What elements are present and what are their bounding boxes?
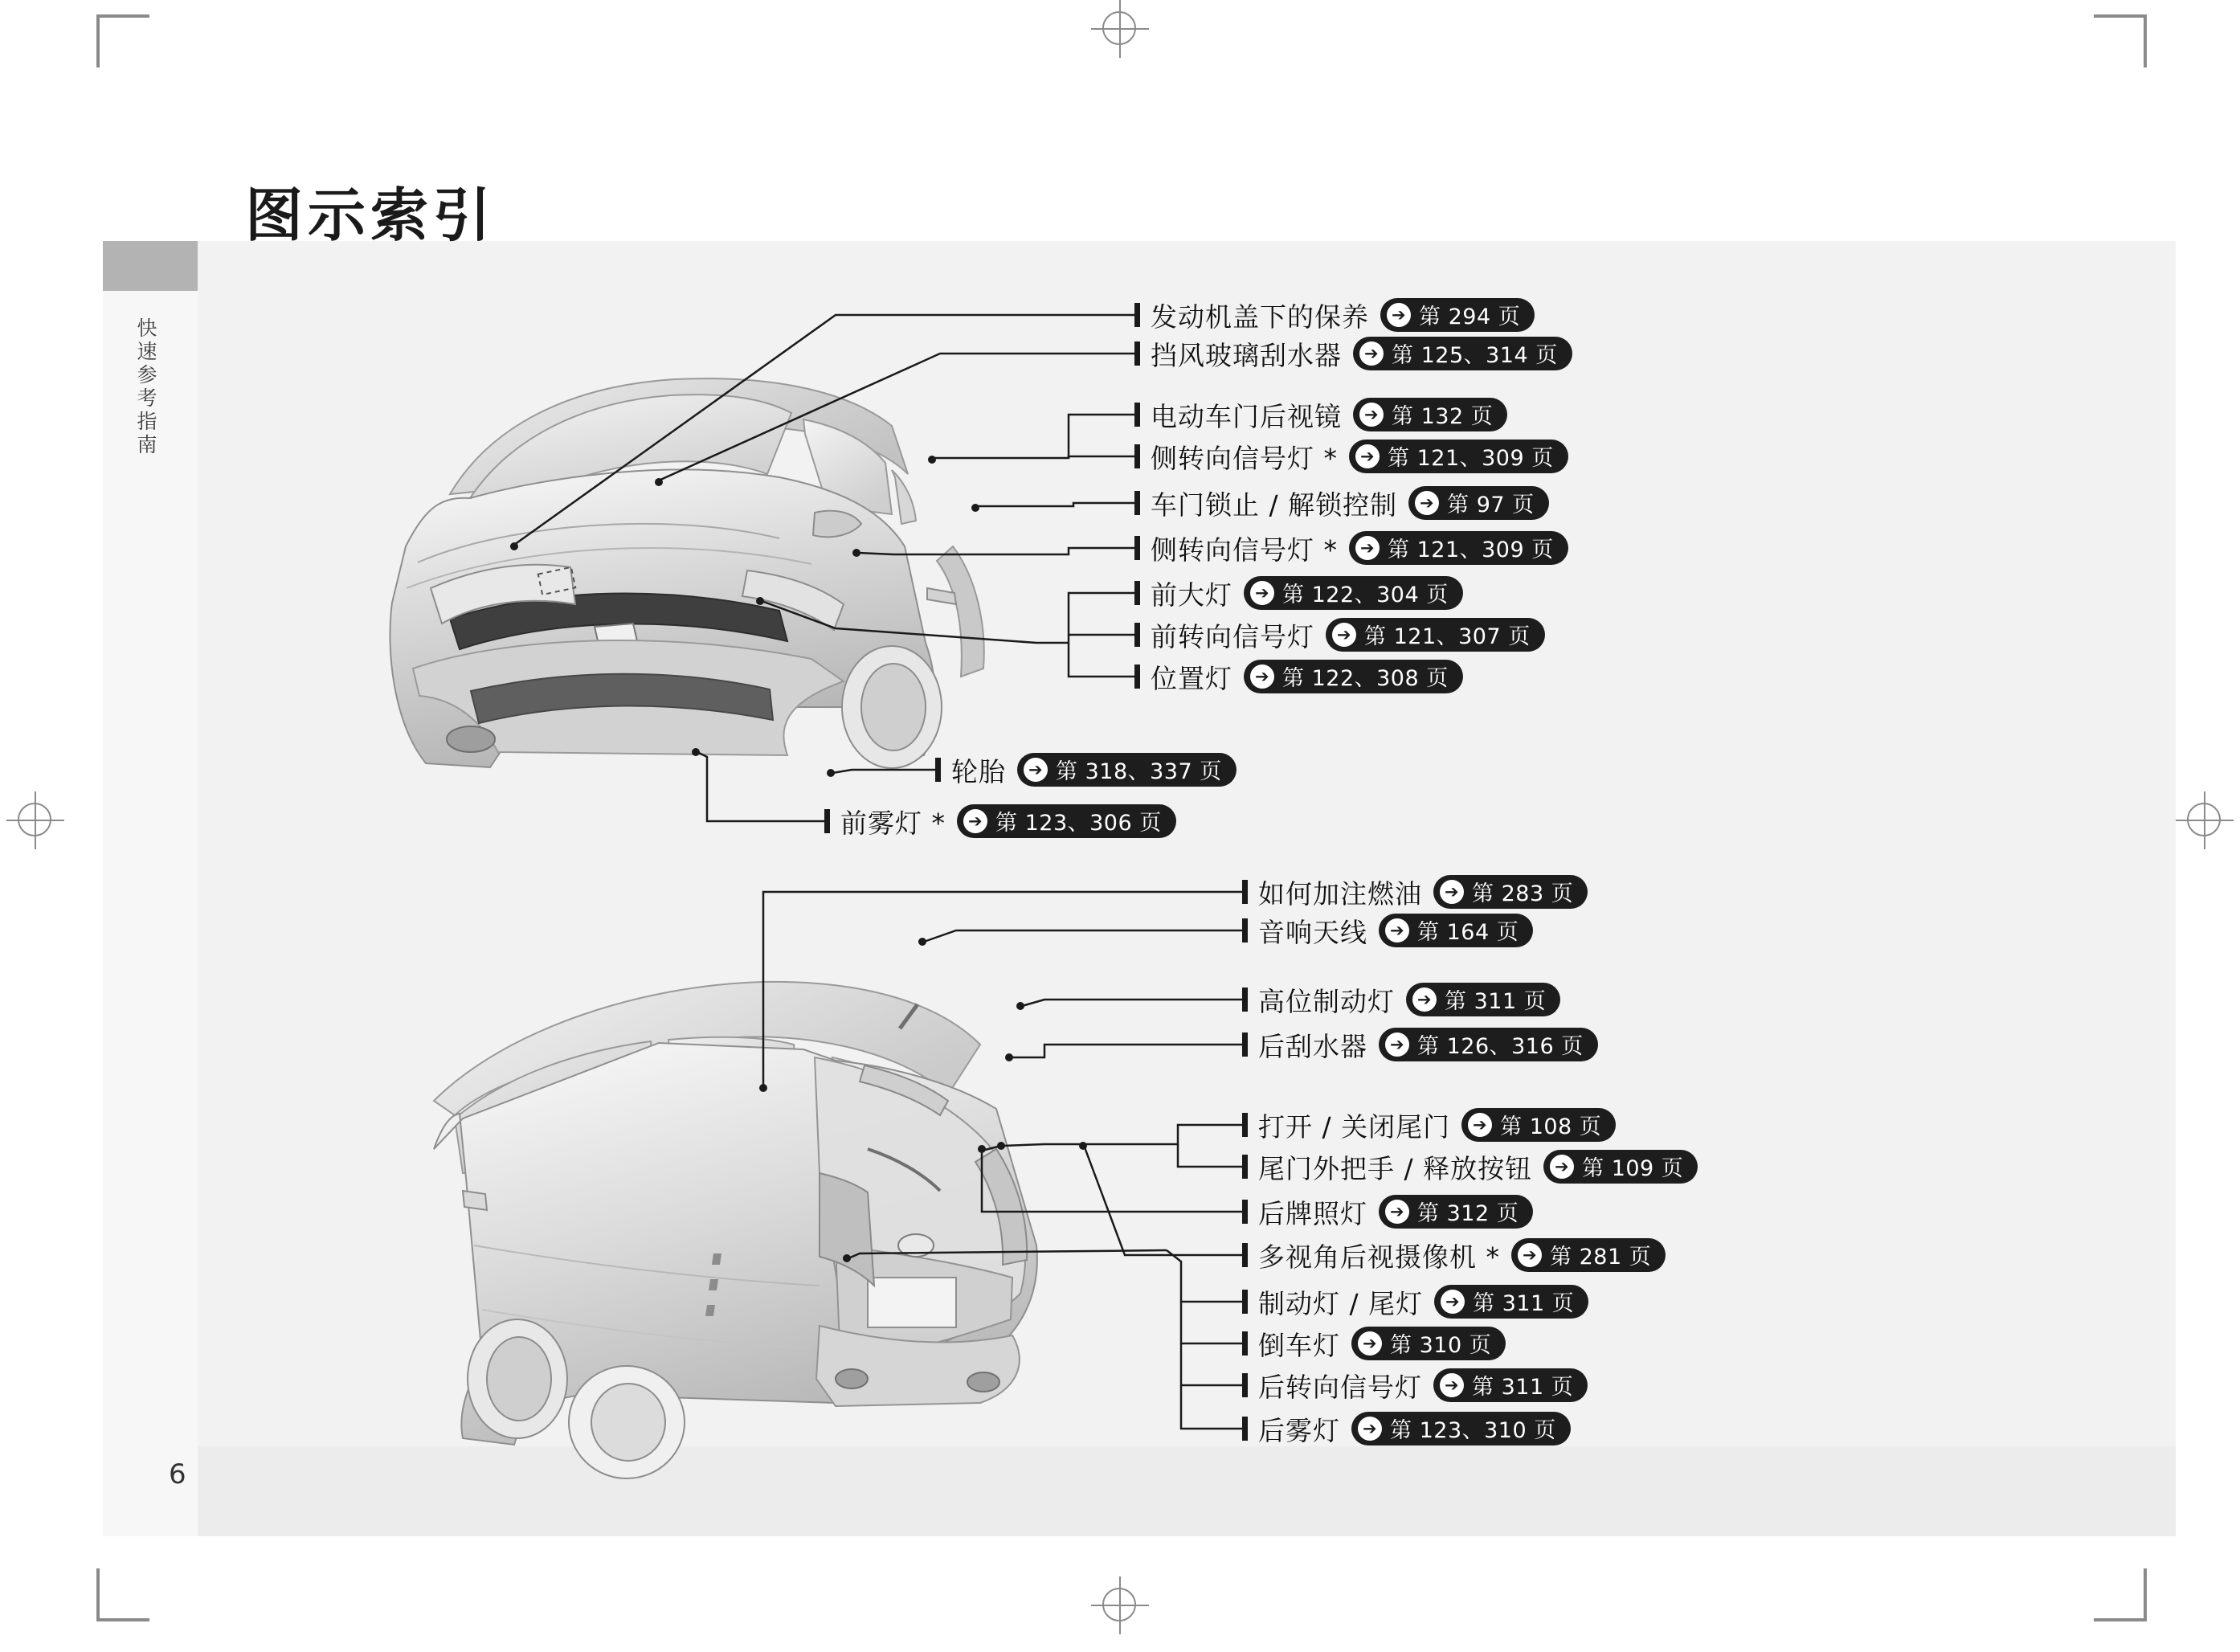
arrow-right-icon: ➔ bbox=[1550, 1155, 1574, 1179]
page-reference-text: 第 294 页 bbox=[1419, 304, 1521, 329]
callout-rear-wiper bbox=[1242, 1027, 1598, 1062]
page-reference-text: 第 281 页 bbox=[1550, 1244, 1652, 1270]
section-tab-label: 快速参考指南 bbox=[134, 317, 157, 457]
callout-label: 前雾灯 * bbox=[840, 807, 946, 839]
page-reference-pill[interactable] bbox=[1379, 914, 1533, 947]
arrow-right-icon: ➔ bbox=[1387, 303, 1411, 327]
callout-bullet bbox=[1242, 1331, 1248, 1356]
callout-bullet bbox=[1242, 988, 1248, 1012]
callout-label: 后刮水器 bbox=[1258, 1030, 1367, 1062]
arrow-right-icon: ➔ bbox=[1385, 1200, 1409, 1224]
callout-label: 音响天线 bbox=[1258, 916, 1367, 948]
page-reference-pill[interactable] bbox=[1349, 440, 1568, 473]
arrow-right-icon: ➔ bbox=[1385, 918, 1409, 943]
callout-bullet bbox=[1242, 918, 1248, 943]
front-view-illustration bbox=[329, 305, 1036, 820]
arrow-right-icon: ➔ bbox=[1518, 1243, 1542, 1267]
page-reference-text: 第 125、314 页 bbox=[1392, 342, 1558, 368]
registration-mark-top bbox=[1091, 0, 1149, 58]
callout-bullet bbox=[824, 809, 830, 833]
page-reference-text: 第 122、308 页 bbox=[1282, 665, 1449, 691]
callout-label: 电动车门后视镜 bbox=[1151, 400, 1342, 432]
callout-label: 尾门外把手 / 释放按钮 bbox=[1258, 1152, 1533, 1184]
page-reference-pill[interactable] bbox=[1351, 1327, 1506, 1360]
page-reference-pill[interactable] bbox=[1433, 875, 1588, 909]
callout-tires bbox=[935, 752, 1236, 787]
page-reference-pill[interactable] bbox=[1511, 1238, 1666, 1272]
page-reference-text: 第 312 页 bbox=[1417, 1200, 1519, 1226]
page-reference-text: 第 121、309 页 bbox=[1388, 445, 1554, 471]
page-reference-text: 第 318、337 页 bbox=[1056, 759, 1222, 784]
callout-bullet bbox=[1242, 1243, 1248, 1267]
page-reference-pill[interactable] bbox=[1326, 618, 1545, 652]
page-reference-text: 第 123、306 页 bbox=[995, 810, 1162, 836]
callout-side-turn-signal-fender bbox=[1134, 530, 1568, 566]
callout-front-fog-lights bbox=[824, 804, 1176, 839]
arrow-right-icon: ➔ bbox=[1359, 341, 1384, 366]
callout-side-turn-signal-mirror bbox=[1134, 439, 1568, 474]
page-reference-text: 第 283 页 bbox=[1472, 881, 1574, 906]
page-reference-text: 第 121、309 页 bbox=[1388, 537, 1554, 562]
page-title: 图示索引 bbox=[245, 182, 497, 249]
callout-bullet bbox=[1242, 1417, 1248, 1441]
callout-tailgate-handle-release bbox=[1242, 1149, 1698, 1184]
callout-tailgate-open-close bbox=[1242, 1107, 1616, 1143]
callout-bullet bbox=[1242, 1032, 1248, 1057]
registration-mark-right bbox=[2176, 791, 2234, 849]
page-reference-pill[interactable] bbox=[1380, 298, 1535, 332]
callout-bullet bbox=[1134, 623, 1140, 647]
page-reference-pill[interactable] bbox=[1353, 398, 1507, 431]
callout-brake-tail-lights bbox=[1242, 1284, 1588, 1319]
callout-position-lights bbox=[1134, 659, 1463, 694]
callout-label: 侧转向信号灯 * bbox=[1151, 534, 1338, 566]
arrow-right-icon: ➔ bbox=[1024, 758, 1048, 782]
callout-headlights bbox=[1134, 575, 1463, 611]
page-reference-pill[interactable] bbox=[1379, 1195, 1533, 1229]
callout-bullet bbox=[1134, 491, 1140, 515]
callout-label: 多视角后视摄像机 * bbox=[1258, 1241, 1500, 1273]
callout-bullet bbox=[935, 758, 941, 782]
page-reference-text: 第 311 页 bbox=[1472, 1374, 1574, 1400]
callout-label: 发动机盖下的保养 bbox=[1151, 301, 1369, 333]
arrow-right-icon: ➔ bbox=[1440, 880, 1464, 904]
page-reference-pill[interactable] bbox=[1461, 1108, 1616, 1142]
page-reference-text: 第 97 页 bbox=[1447, 492, 1535, 517]
callout-bullet bbox=[1134, 664, 1140, 689]
crop-mark-top-right bbox=[2094, 14, 2147, 67]
callout-label: 前转向信号灯 bbox=[1151, 620, 1314, 652]
page-reference-pill[interactable] bbox=[1379, 1028, 1598, 1061]
arrow-right-icon: ➔ bbox=[1355, 444, 1380, 468]
page-reference-text: 第 109 页 bbox=[1582, 1155, 1684, 1181]
callout-bullet bbox=[1134, 536, 1140, 560]
callout-bullet bbox=[1134, 403, 1140, 427]
registration-mark-bottom bbox=[1091, 1576, 1149, 1634]
callout-label: 打开 / 关闭尾门 bbox=[1258, 1110, 1451, 1143]
page-reference-text: 第 108 页 bbox=[1500, 1114, 1602, 1139]
page-reference-text: 第 310 页 bbox=[1390, 1332, 1492, 1358]
callout-label: 如何加注燃油 bbox=[1258, 877, 1422, 910]
callout-windshield-wipers bbox=[1134, 336, 1572, 371]
page-reference-text: 第 132 页 bbox=[1392, 403, 1494, 429]
page-reference-text: 第 164 页 bbox=[1417, 919, 1519, 945]
callout-rear-license-light bbox=[1242, 1194, 1533, 1229]
callout-label: 后转向信号灯 bbox=[1258, 1371, 1422, 1403]
callout-bullet bbox=[1242, 880, 1248, 904]
callout-bullet bbox=[1242, 1200, 1248, 1224]
callout-label: 位置灯 bbox=[1151, 662, 1232, 694]
arrow-right-icon: ➔ bbox=[1358, 1331, 1382, 1356]
page-number: 6 bbox=[169, 1458, 186, 1490]
arrow-right-icon: ➔ bbox=[1415, 491, 1439, 515]
page-reference-text: 第 311 页 bbox=[1445, 988, 1547, 1014]
arrow-right-icon: ➔ bbox=[1385, 1032, 1409, 1057]
arrow-right-icon: ➔ bbox=[1440, 1373, 1464, 1397]
callout-power-door-mirrors bbox=[1134, 397, 1507, 432]
callout-under-hood-maintenance bbox=[1134, 297, 1535, 333]
callout-label: 高位制动灯 bbox=[1258, 985, 1395, 1017]
callout-multi-view-rear-camera bbox=[1242, 1237, 1666, 1273]
registration-mark-left bbox=[6, 791, 64, 849]
page-reference-pill[interactable] bbox=[957, 804, 1176, 838]
arrow-right-icon: ➔ bbox=[1355, 536, 1380, 560]
crop-mark-top-left bbox=[96, 14, 149, 67]
callout-label: 挡风玻璃刮水器 bbox=[1151, 339, 1342, 371]
rear-view-illustration bbox=[386, 908, 1205, 1486]
section-tab-marker bbox=[103, 241, 198, 291]
page-reference-pill[interactable] bbox=[1351, 1412, 1571, 1446]
crop-mark-bottom-right bbox=[2094, 1568, 2147, 1621]
page-reference-text: 第 122、304 页 bbox=[1282, 582, 1449, 607]
callout-bullet bbox=[1134, 341, 1140, 366]
arrow-right-icon: ➔ bbox=[1359, 403, 1384, 427]
callout-rear-fog-light bbox=[1242, 1411, 1571, 1446]
page-reference-pill[interactable] bbox=[1244, 576, 1463, 610]
page-reference-text: 第 123、310 页 bbox=[1390, 1417, 1556, 1443]
callout-reverse-lights bbox=[1242, 1326, 1506, 1361]
callout-label: 侧转向信号灯 * bbox=[1151, 442, 1338, 474]
callout-bullet bbox=[1242, 1290, 1248, 1314]
page-reference-text: 第 121、307 页 bbox=[1364, 624, 1531, 649]
arrow-right-icon: ➔ bbox=[1441, 1290, 1465, 1314]
callout-label: 倒车灯 bbox=[1258, 1329, 1340, 1361]
callout-bullet bbox=[1134, 444, 1140, 468]
callout-bullet bbox=[1134, 303, 1140, 327]
callout-bullet bbox=[1242, 1373, 1248, 1397]
arrow-right-icon: ➔ bbox=[1250, 581, 1274, 605]
page-reference-pill[interactable] bbox=[1543, 1150, 1698, 1184]
page-reference-pill[interactable] bbox=[1349, 531, 1568, 565]
page-reference-pill[interactable] bbox=[1406, 983, 1560, 1016]
crop-mark-bottom-left bbox=[96, 1568, 149, 1621]
page-reference-pill[interactable] bbox=[1244, 660, 1463, 693]
arrow-right-icon: ➔ bbox=[1412, 988, 1437, 1012]
page-reference-text: 第 126、316 页 bbox=[1417, 1033, 1584, 1059]
page-reference-text: 第 311 页 bbox=[1473, 1290, 1575, 1316]
arrow-right-icon: ➔ bbox=[1332, 623, 1356, 647]
arrow-right-icon: ➔ bbox=[963, 809, 987, 833]
callout-refueling bbox=[1242, 874, 1588, 910]
callout-door-lock-unlock bbox=[1134, 485, 1549, 521]
callout-front-turn-signals bbox=[1134, 617, 1545, 652]
callout-bullet bbox=[1134, 581, 1140, 605]
page-reference-pill[interactable] bbox=[1434, 1285, 1588, 1319]
callout-bullet bbox=[1242, 1113, 1248, 1137]
page-reference-pill[interactable] bbox=[1353, 337, 1572, 370]
page-reference-pill[interactable] bbox=[1017, 753, 1236, 787]
callout-high-mount-brake-light bbox=[1242, 982, 1560, 1017]
callout-label: 后牌照灯 bbox=[1258, 1197, 1367, 1229]
callout-label: 前大灯 bbox=[1151, 579, 1232, 611]
callout-label: 轮胎 bbox=[951, 755, 1006, 787]
callout-label: 车门锁止 / 解锁控制 bbox=[1151, 489, 1398, 521]
arrow-right-icon: ➔ bbox=[1468, 1113, 1492, 1137]
page-reference-pill[interactable] bbox=[1433, 1368, 1588, 1402]
callout-label: 制动灯 / 尾灯 bbox=[1258, 1287, 1424, 1319]
arrow-right-icon: ➔ bbox=[1358, 1417, 1382, 1441]
arrow-right-icon: ➔ bbox=[1250, 664, 1274, 689]
callout-audio-antenna bbox=[1242, 913, 1533, 948]
callout-rear-turn-signals bbox=[1242, 1368, 1588, 1403]
callout-bullet bbox=[1242, 1155, 1248, 1179]
page-reference-pill[interactable] bbox=[1408, 486, 1549, 520]
callout-label: 后雾灯 bbox=[1258, 1414, 1340, 1446]
